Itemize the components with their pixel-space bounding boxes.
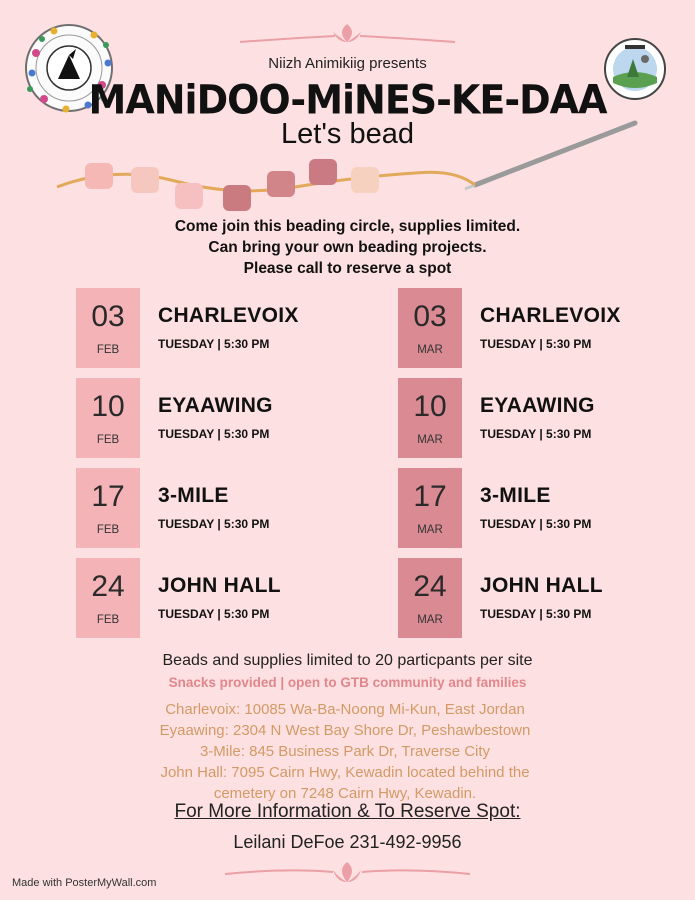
- address-eyaawing: Eyaawing: 2304 N West Bay Shore Dr, Peshawbestown: [159, 722, 531, 739]
- ornament-bottom-icon: [225, 858, 470, 886]
- date-box: [76, 288, 140, 368]
- postermywall-credit[interactable]: Made with PosterMyWall.com: [12, 877, 157, 889]
- intro-line-2: Can bring your own beading projects.: [208, 239, 487, 256]
- beads-on-string-icon: [55, 115, 645, 215]
- address-john-hall: John Hall: 7095 Cairn Hwy, Kewadin located behind the: [160, 764, 530, 781]
- event-card-feb-10: [76, 378, 376, 460]
- date-box: [398, 468, 462, 548]
- event-day: 17: [91, 480, 125, 513]
- event-location: EYAAWING: [158, 394, 273, 417]
- event-time: TUESDAY | 5:30 PM: [480, 607, 592, 621]
- event-time: TUESDAY | 5:30 PM: [158, 427, 270, 441]
- presents-line: Niizh Animikiig presents: [268, 55, 427, 72]
- event-card-mar-10: [398, 378, 695, 460]
- date-box: [76, 378, 140, 458]
- date-box: [398, 288, 462, 368]
- event-month: FEB: [96, 614, 120, 626]
- address-charlevoix: Charlevoix: 10085 Wa-Ba-Noong Mi-Kun, East Jordan: [165, 701, 525, 718]
- event-time: TUESDAY | 5:30 PM: [480, 427, 592, 441]
- event-location: CHARLEVOIX: [158, 304, 299, 327]
- date-box: [76, 468, 140, 548]
- event-card-feb-17: [76, 468, 376, 550]
- event-day: 10: [413, 390, 447, 423]
- date-box: [398, 558, 462, 638]
- event-card-feb-24: [76, 558, 376, 640]
- participant-limit-text: Beads and supplies limited to 20 particpants per site: [162, 652, 533, 669]
- intro-line-1: Come join this beading circle, supplies limited.: [174, 218, 521, 235]
- event-day: 24: [413, 570, 447, 603]
- event-day: 10: [91, 390, 125, 423]
- event-location: JOHN HALL: [480, 574, 603, 597]
- event-time: TUESDAY | 5:30 PM: [158, 517, 270, 531]
- address-john-hall-cont: cemetery on 7248 Cairn Hwy, Kewadin.: [213, 785, 477, 802]
- event-month: FEB: [96, 344, 120, 356]
- date-box: [398, 378, 462, 458]
- ornament-top-icon: [240, 22, 455, 48]
- poster-title: MANiDOO-MiNES-KE-DAA: [88, 76, 607, 124]
- address-list: [0, 699, 695, 804]
- event-card-feb-03: [76, 288, 376, 370]
- event-location: EYAAWING: [480, 394, 595, 417]
- date-box: [76, 558, 140, 638]
- contact-line: Leilani DeFoe 231-492-9956: [233, 832, 462, 852]
- event-time: TUESDAY | 5:30 PM: [158, 337, 270, 351]
- snacks-text: Snacks provided | open to GTB community and families: [168, 675, 527, 690]
- intro-line-3: Please call to reserve a spot: [243, 260, 452, 277]
- event-card-mar-03: [398, 288, 695, 370]
- event-day: 03: [91, 300, 125, 333]
- event-day: 03: [413, 300, 447, 333]
- event-month: MAR: [417, 434, 443, 446]
- event-time: TUESDAY | 5:30 PM: [158, 607, 270, 621]
- more-info-heading: For More Information & To Reserve Spot:: [174, 801, 521, 822]
- event-location: 3-MILE: [158, 484, 229, 507]
- intro-text: [0, 216, 695, 279]
- event-month: FEB: [96, 434, 120, 446]
- event-time: TUESDAY | 5:30 PM: [480, 337, 592, 351]
- beading-needle-icon: [475, 123, 635, 185]
- event-day: 24: [91, 570, 125, 603]
- event-month: MAR: [417, 614, 443, 626]
- event-card-mar-24: [398, 558, 695, 640]
- address-3-mile: 3-Mile: 845 Business Park Dr, Traverse City: [199, 743, 491, 760]
- poster-subtitle: Let's bead: [281, 118, 414, 150]
- event-day: 17: [413, 480, 447, 513]
- event-time: TUESDAY | 5:30 PM: [480, 517, 592, 531]
- event-card-mar-17: [398, 468, 695, 550]
- event-location: JOHN HALL: [158, 574, 281, 597]
- event-location: 3-MILE: [480, 484, 551, 507]
- event-location: CHARLEVOIX: [480, 304, 621, 327]
- event-month: FEB: [96, 524, 120, 536]
- event-month: MAR: [417, 524, 443, 536]
- event-month: MAR: [417, 344, 443, 356]
